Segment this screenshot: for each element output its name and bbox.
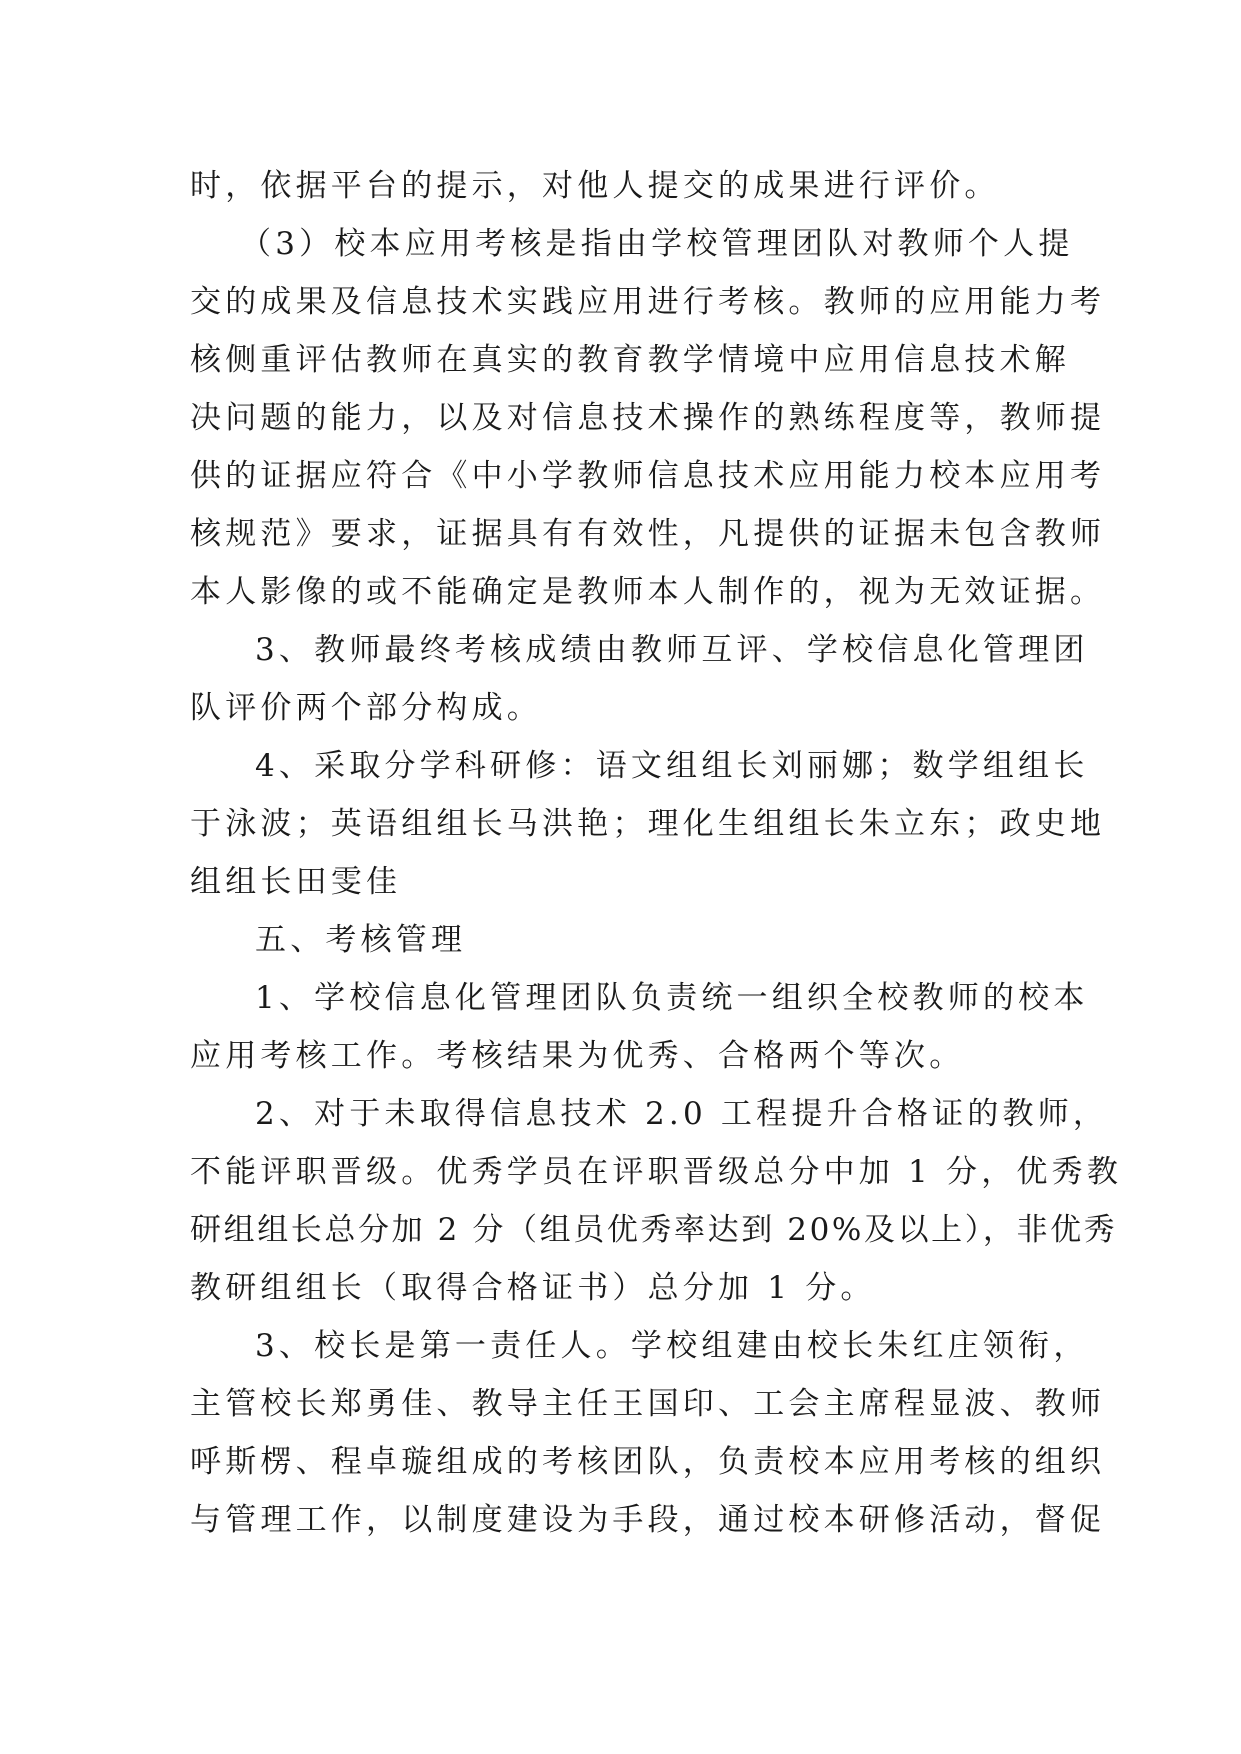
text-line: 交的成果及信息技术实践应用进行考核。教师的应用能力考 (190, 284, 1106, 320)
text-line: 组组长田雯佳 (190, 864, 402, 900)
text-line: 1、学校信息化管理团队负责统一组织全校教师的校本 (255, 980, 1089, 1016)
text-line: 呼斯楞、程卓璇组成的考核团队，负责校本应用考核的组织 (190, 1444, 1106, 1480)
text-line: 与管理工作，以制度建设为手段，通过校本研修活动，督促 (190, 1502, 1106, 1538)
text-line: 教研组组长（取得合格证书）总分加 1 分。 (190, 1270, 876, 1306)
text-line: 本人影像的或不能确定是教师本人制作的，视为无效证据。 (190, 574, 1106, 610)
text-line: 3、教师最终考核成绩由教师互评、学校信息化管理团 (255, 632, 1089, 668)
text-line: 3、校长是第一责任人。学校组建由校长朱红庄领衔， (255, 1328, 1089, 1364)
text-line: 核规范》要求，证据具有有效性，凡提供的证据未包含教师 (190, 516, 1106, 552)
text-line: 2、对于未取得信息技术 2.0 工程提升合格证的教师， (255, 1096, 1109, 1132)
text-line: 时，依据平台的提示，对他人提交的成果进行评价。 (190, 168, 1000, 204)
text-line: 应用考核工作。考核结果为优秀、合格两个等次。 (190, 1038, 965, 1074)
text-line: 4、采取分学科研修：语文组组长刘丽娜；数学组组长 (255, 748, 1089, 784)
text-line: 于泳波；英语组组长马洪艳；理化生组组长朱立东；政史地 (190, 806, 1106, 842)
text-line: 主管校长郑勇佳、教导主任王国印、工会主席程显波、教师 (190, 1386, 1106, 1422)
text-line: 不能评职晋级。优秀学员在评职晋级总分中加 1 分，优秀教 (190, 1154, 1123, 1190)
text-line: （3）校本应用考核是指由学校管理团队对教师个人提 (240, 226, 1074, 262)
section-heading: 五、考核管理 (255, 922, 467, 958)
text-line: 决问题的能力，以及对信息技术操作的熟练程度等，教师提 (190, 400, 1106, 436)
text-line: 研组组长总分加 2 分（组员优秀率达到 20%及以上），非优秀 (190, 1212, 1118, 1248)
text-line: 供的证据应符合《中小学教师信息技术应用能力校本应用考 (190, 458, 1106, 494)
text-line: 队评价两个部分构成。 (190, 690, 542, 726)
text-line: 核侧重评估教师在真实的教育教学情境中应用信息技术解 (190, 342, 1070, 378)
